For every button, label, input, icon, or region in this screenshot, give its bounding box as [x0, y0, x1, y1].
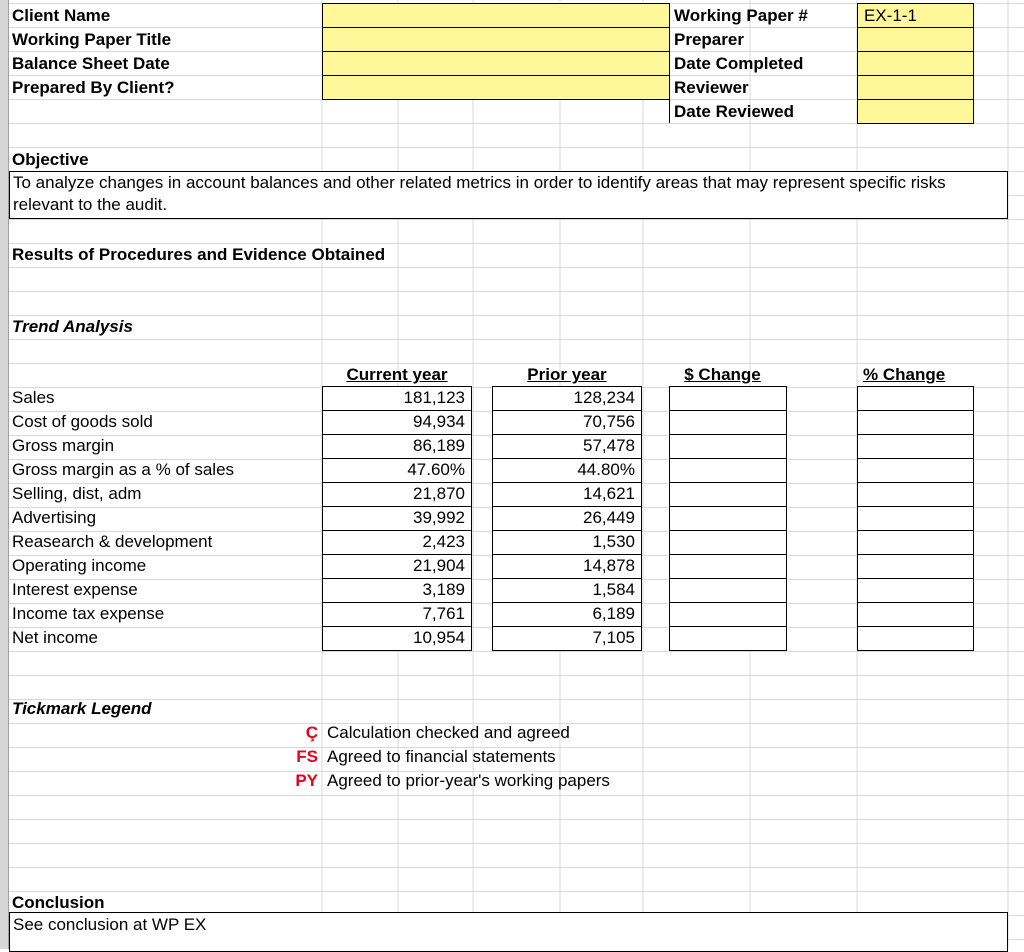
current-year-cell[interactable]: 3,189: [322, 578, 472, 603]
objective-heading: Objective: [12, 150, 89, 169]
prior-year-cell[interactable]: 70,756: [492, 410, 642, 435]
prior-year-cell[interactable]: 14,621: [492, 482, 642, 507]
col-pct-change: % Change: [863, 365, 946, 384]
prior-year-cell[interactable]: 44.80%: [492, 458, 642, 483]
trend-row-label: Operating income: [12, 556, 147, 575]
pct-change-cell[interactable]: [857, 602, 974, 627]
col-current-year: Current year: [346, 365, 448, 384]
pct-change-cell[interactable]: [857, 530, 974, 555]
trend-row-label: Selling, dist, adm: [12, 484, 142, 503]
prior-year-cell[interactable]: 6,189: [492, 602, 642, 627]
wp-number-input[interactable]: [857, 3, 974, 28]
prior-year-cell[interactable]: 1,584: [492, 578, 642, 603]
tickmark-description: Agreed to financial statements: [327, 747, 556, 766]
dollar-change-cell[interactable]: [669, 458, 787, 483]
date-reviewed-input[interactable]: [857, 99, 974, 124]
prior-year-cell[interactable]: 128,234: [492, 386, 642, 411]
trend-row-label: Interest expense: [12, 580, 138, 599]
tickmark-legend-heading: Tickmark Legend: [12, 699, 152, 718]
col-prior-year: Prior year: [527, 365, 607, 384]
dollar-change-cell[interactable]: [669, 602, 787, 627]
preparer-input[interactable]: [857, 27, 974, 52]
pct-change-cell[interactable]: [857, 410, 974, 435]
date-completed-input[interactable]: [857, 51, 974, 76]
header-divider: [669, 3, 670, 123]
col-dollar-change: $ Change: [684, 365, 761, 384]
pct-change-cell[interactable]: [857, 578, 974, 603]
dollar-change-cell[interactable]: [669, 410, 787, 435]
current-year-cell[interactable]: 21,904: [322, 554, 472, 579]
dollar-change-cell[interactable]: [669, 482, 787, 507]
pct-change-cell[interactable]: [857, 626, 974, 651]
current-year-cell[interactable]: 10,954: [322, 626, 472, 651]
client-name-label: Client Name: [12, 6, 111, 25]
current-year-cell[interactable]: 39,992: [322, 506, 472, 531]
pct-change-cell[interactable]: [857, 482, 974, 507]
wp-title-label: Working Paper Title: [12, 30, 172, 49]
tickmark-description: Calculation checked and agreed: [327, 723, 570, 742]
trend-row-label: Gross margin as a % of sales: [12, 460, 235, 479]
pct-change-cell[interactable]: [857, 506, 974, 531]
dollar-change-cell[interactable]: [669, 434, 787, 459]
dollar-change-cell[interactable]: [669, 506, 787, 531]
tickmark-symbol: PY: [295, 771, 318, 790]
dollar-change-cell[interactable]: [669, 578, 787, 603]
bs-date-input[interactable]: [322, 51, 670, 76]
preparer-label: Preparer: [674, 30, 744, 49]
current-year-cell[interactable]: 7,761: [322, 602, 472, 627]
trend-row-label: Advertising: [12, 508, 97, 527]
dollar-change-cell[interactable]: [669, 554, 787, 579]
objective-box[interactable]: [9, 171, 1008, 219]
pct-change-cell[interactable]: [857, 458, 974, 483]
client-name-input[interactable]: [322, 3, 670, 28]
dollar-change-cell[interactable]: [669, 530, 787, 555]
bs-date-label: Balance Sheet Date: [12, 54, 170, 73]
prior-year-cell[interactable]: 26,449: [492, 506, 642, 531]
trend-heading: Trend Analysis: [12, 317, 133, 336]
current-year-cell[interactable]: 47.60%: [322, 458, 472, 483]
current-year-cell[interactable]: 86,189: [322, 434, 472, 459]
wp-title-input[interactable]: [322, 27, 670, 52]
prior-year-cell[interactable]: 14,878: [492, 554, 642, 579]
current-year-cell[interactable]: 21,870: [322, 482, 472, 507]
trend-row-label: Gross margin: [12, 436, 115, 455]
results-heading: Results of Procedures and Evidence Obtained: [12, 245, 386, 264]
date-completed-label: Date Completed: [674, 54, 804, 73]
reviewer-input[interactable]: [857, 75, 974, 100]
prior-year-cell[interactable]: 7,105: [492, 626, 642, 651]
trend-row-label: Net income: [12, 628, 98, 647]
trend-row-label: Sales: [12, 388, 55, 407]
pct-change-cell[interactable]: [857, 554, 974, 579]
current-year-cell[interactable]: 2,423: [322, 530, 472, 555]
date-reviewed-label: Date Reviewed: [674, 102, 794, 121]
tickmark-symbol: FS: [296, 747, 318, 766]
conclusion-heading: Conclusion: [12, 893, 105, 912]
tickmark-symbol: Ç: [305, 723, 318, 742]
prior-year-cell[interactable]: 1,530: [492, 530, 642, 555]
current-year-cell[interactable]: 94,934: [322, 410, 472, 435]
pct-change-cell[interactable]: [857, 386, 974, 411]
trend-row-label: Cost of goods sold: [12, 412, 153, 431]
dollar-change-cell[interactable]: [669, 626, 787, 651]
pct-change-cell[interactable]: [857, 434, 974, 459]
prepared-by-client-label: Prepared By Client?: [12, 78, 175, 97]
dollar-change-cell[interactable]: [669, 386, 787, 411]
wp-number-value: EX-1-1: [864, 6, 917, 25]
prior-year-cell[interactable]: 57,478: [492, 434, 642, 459]
row-header-strip: [0, 0, 9, 949]
wp-number-label: Working Paper #: [674, 6, 808, 25]
trend-row-label: Reasearch & development: [12, 532, 213, 551]
prepared-by-client-input[interactable]: [322, 75, 670, 100]
trend-row-label: Income tax expense: [12, 604, 165, 623]
conclusion-box[interactable]: [9, 912, 1008, 952]
reviewer-label: Reviewer: [674, 78, 749, 97]
conclusion-text: See conclusion at WP EX: [13, 915, 207, 934]
objective-text: To analyze changes in account balances and other related metrics in order to identify areas that may represent specific risks relevant to the audit.: [13, 173, 946, 214]
current-year-cell[interactable]: 181,123: [322, 386, 472, 411]
tickmark-description: Agreed to prior-year's working papers: [327, 771, 610, 790]
